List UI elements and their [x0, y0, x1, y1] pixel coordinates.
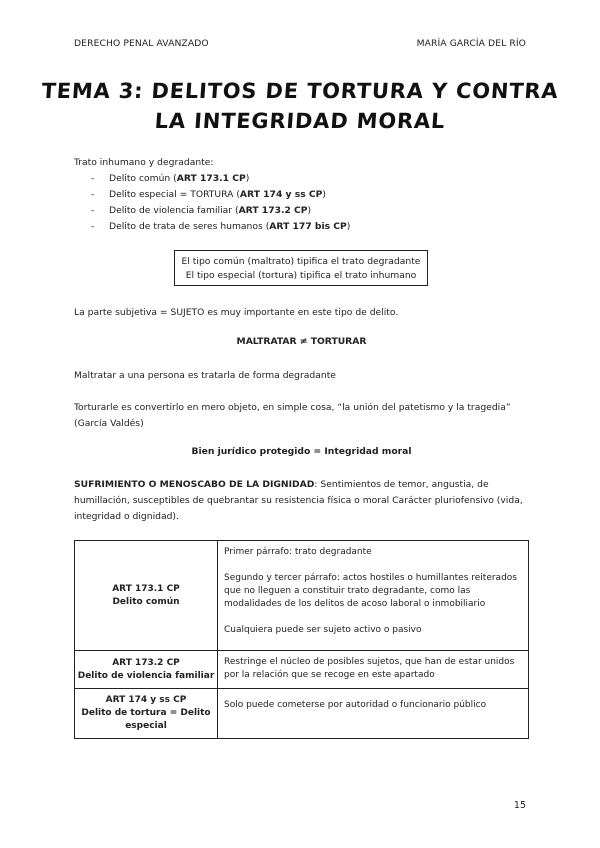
table-row: [75, 651, 529, 689]
article-ref: ART 173.2 CP: [238, 205, 308, 216]
articles-table: [74, 540, 529, 739]
list-item: - Delito especial = TORTURA (ART 174 y ss CP): [91, 189, 326, 200]
table-cell-article: ART 174 y ss CP Delito de tortura = Delito especial: [75, 689, 218, 739]
heading-bien-juridico: Bien jurídico protegido = Integridad moral: [191, 446, 412, 457]
list-item: - Delito de trata de seres humanos (ART 177 bis CP): [91, 221, 351, 232]
header-author: MARÍA GARCÍA DEL RÍO: [416, 38, 526, 49]
subjective-text: La parte subjetiva = SUJETO es muy importante en este tipo de delito.: [74, 307, 399, 318]
sufrimiento-paragraph: SUFRIMIENTO O MENOSCABO DE LA DIGNIDAD: Sentimientos de temor, angustia, de humillación, susceptibles de quebrantar su resistencia física o moral Carácter pluriofensivo (vida, integridad o dignidad).: [74, 479, 523, 522]
summary-box-line-2: El tipo especial (tortura) tipifica el trato inhumano: [185, 270, 417, 281]
title-line-2: LA INTEGRIDAD MORAL: [153, 109, 447, 133]
table-cell-description: Restringe el núcleo de posibles sujetos, que han de estar unidos por la relación que se recoge en este apartado: [218, 651, 529, 689]
sufrimiento-heading: SUFRIMIENTO O MENOSCABO DE LA DIGNIDAD: [74, 479, 315, 490]
table-cell-article: ART 173.1 CP Delito común: [75, 541, 218, 651]
article-ref: ART 174 y ss CP: [239, 189, 323, 200]
list-item: - Delito común (ART 173.1 CP): [91, 173, 250, 184]
page-number: 15: [513, 800, 526, 811]
header-course: DERECHO PENAL AVANZADO: [74, 38, 209, 49]
table-row: [75, 689, 529, 739]
table-cell-description: Solo puede cometerse por autoridad o funcionario público: [218, 689, 529, 739]
list-item: - Delito de violencia familiar (ART 173.2 CP): [91, 205, 312, 216]
torturar-text: Torturarle es convertirlo en mero objeto, en simple cosa, “la unión del patetismo y la tragedia” (García Valdés): [74, 402, 511, 429]
intro-text: Trato inhumano y degradante:: [74, 157, 214, 168]
table-cell-description: Primer párrafo: trato degradante Segundo y tercer párrafo: actos hostiles o humillantes reiterados que no lleguen a constituir trato degradante, como las modalidades de los delitos de acoso laboral o inmobiliario Cualquiera puede ser sujeto activo o pasivo: [218, 541, 529, 651]
title-line-1: TEMA 3: DELITOS DE TORTURA Y CONTRA: [40, 79, 560, 103]
table-row: [75, 541, 529, 651]
article-ref: ART 173.1 CP: [176, 173, 246, 184]
summary-box-line-1: El tipo común (maltrato) tipifica el trato degradante: [181, 256, 421, 267]
article-ref: ART 177 bis CP: [269, 221, 347, 232]
summary-box: [174, 250, 428, 286]
table-cell-article: ART 173.2 CP Delito de violencia familiar: [75, 651, 218, 689]
maltratar-text: Maltratar a una persona es tratarla de forma degradante: [74, 370, 336, 381]
heading-maltratar-torturar: MALTRATAR ≠ TORTURAR: [236, 336, 367, 347]
